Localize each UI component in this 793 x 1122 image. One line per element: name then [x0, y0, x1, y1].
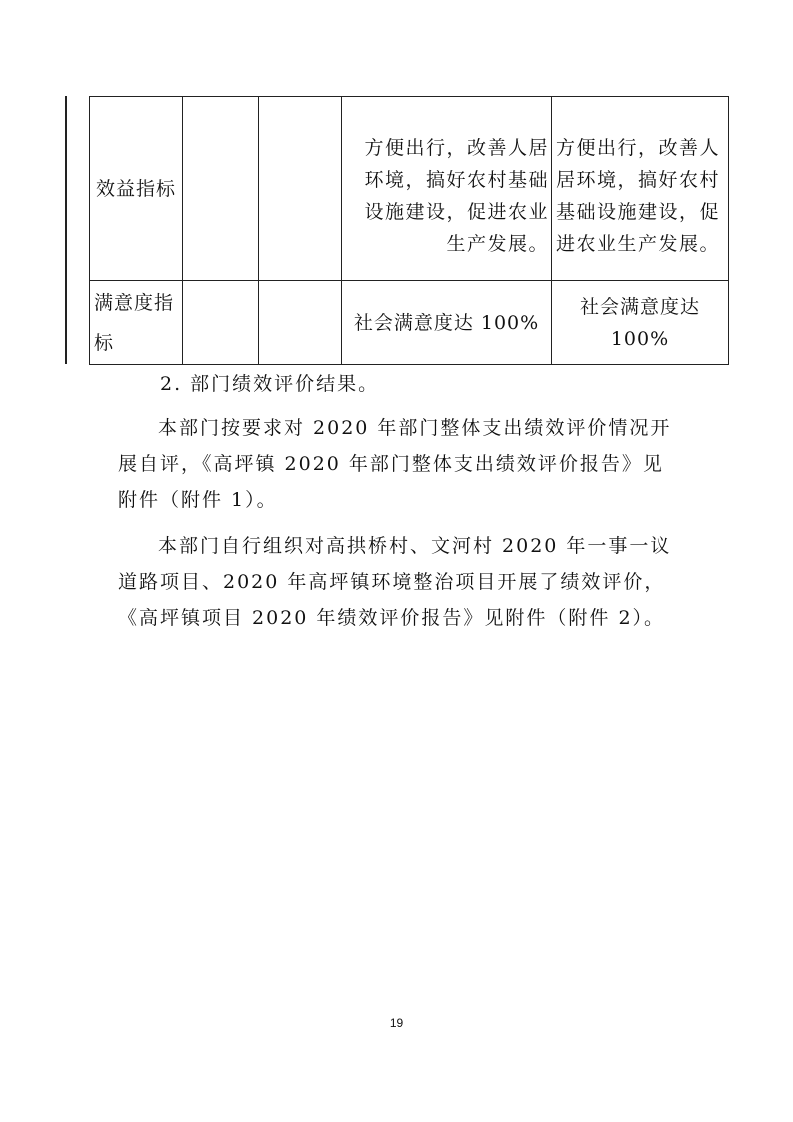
target-value-cell: 方便出行，改善人居环境，搞好农村基础设施建设，促进农业生产发展。 [342, 97, 552, 281]
paragraph: 本部门按要求对 2020 年部门整体支出绩效评价情况开展自评，《高坪镇 2020 年部门整体支出绩效评价报告》见附件（附件 1）。 [118, 417, 672, 511]
table-cell [259, 97, 342, 281]
indicator-name-cell: 效益指标 [90, 97, 183, 281]
target-value-cell: 社会满意度达 100% [342, 281, 552, 365]
table-row [90, 281, 729, 365]
table-cell [183, 281, 259, 365]
table-row [90, 97, 729, 281]
margin-rule [65, 96, 67, 364]
actual-value-cell: 社会满意度达 100% [552, 281, 729, 365]
page-number: 19 [389, 1016, 404, 1030]
table-cell [259, 281, 342, 365]
table-cell [183, 97, 259, 281]
indicator-name-cell: 满意度指标 [90, 281, 183, 365]
paragraph: 本部门自行组织对高拱桥村、文河村 2020 年一事一议道路项目、2020 年高坪镇环境整治项目开展了绩效评价，《高坪镇项目 2020 年绩效评价报告》见附件（附件 2）。 [118, 535, 672, 629]
actual-value-cell: 方便出行，改善人居环境，搞好农村基础设施建设，促进农业生产发展。 [552, 97, 729, 281]
performance-indicator-table [89, 96, 729, 365]
section-heading: 2. 部门绩效评价结果。 [160, 373, 380, 395]
